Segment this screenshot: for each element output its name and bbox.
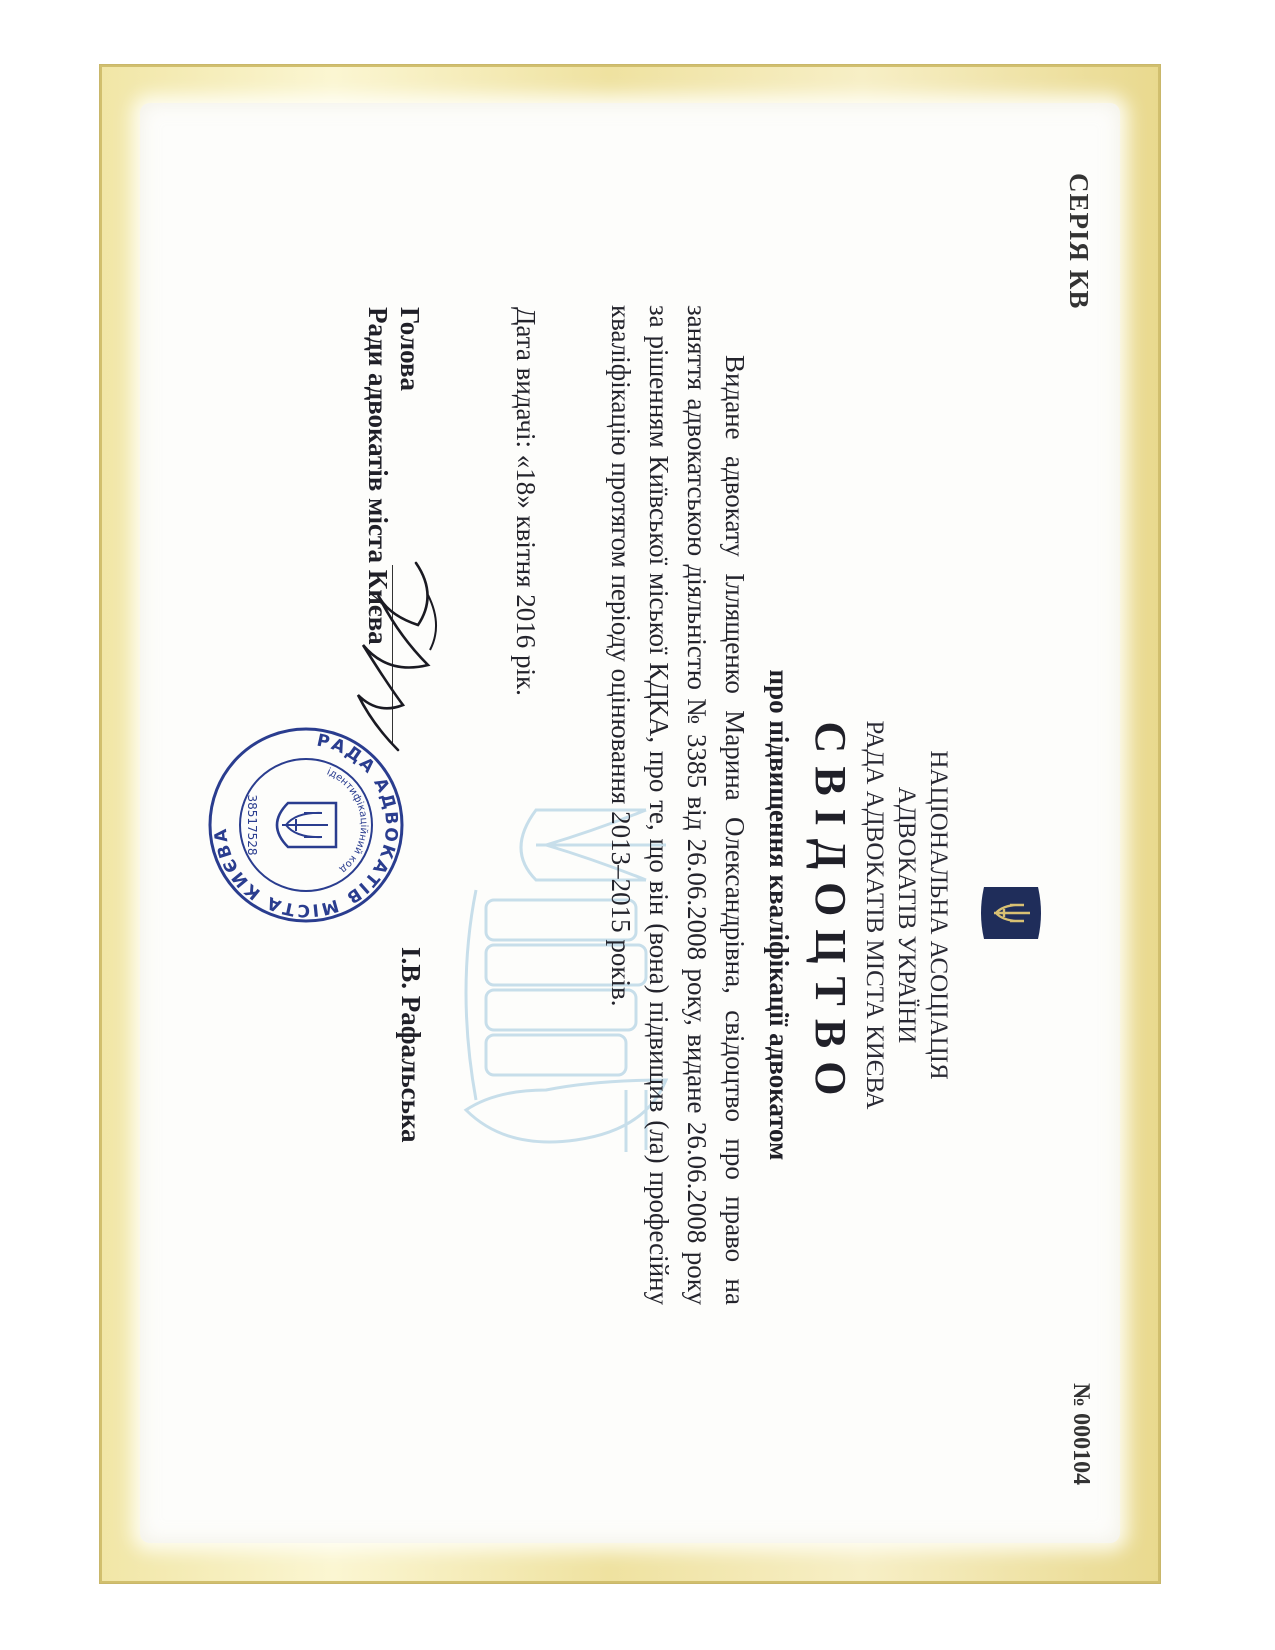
organization-heading [858, 635, 954, 1195]
trident-flag-icon [978, 883, 1044, 943]
signatory-title-line-1: Голова [395, 307, 425, 392]
trident-coat-of-arms-icon [277, 803, 336, 847]
document-title: СВІДОЦТВО [806, 721, 855, 1109]
signatory-title-line-2: Ради адвокатів міста Києва [363, 307, 393, 645]
certificate-body-text: Видане адвокату Іллященко Марина Олександрівна, свідоцтво про право на заняття адвокатською діяльністю № 3385 від 26.06.2008 року, видане 26.06.2008 року за рішенням Київської міської КДКА, про те, що він (вона) підвищив (ла) професійну кваліфікацію протягом періоду оцінювання 2013–2015 років. [606, 305, 750, 1305]
stamp-code: 38517528 [245, 794, 259, 856]
certificate-number: № 000104 [1068, 1383, 1094, 1486]
certificate-content [100, 135, 1106, 1535]
series-label: СЕРІЯ КВ [1064, 173, 1094, 310]
official-stamp [206, 725, 406, 925]
document-subtitle: про підвищення кваліфікації адвокатом [764, 669, 794, 1161]
org-line: РАДА АДВОКАТІВ МІСТА КИЄВА [861, 720, 888, 1110]
org-line: НАЦІОНАЛЬНА АСОЦІАЦІЯ [925, 750, 952, 1080]
issue-date: Дата видачі: «18» квітня 2016 рік. [511, 307, 541, 696]
signatory-name: І.В. Рафальська [396, 947, 426, 1143]
stamp-inner-text: ідентифікаційний код [325, 766, 370, 875]
org-line: АДВОКАТІВ УКРАЇНИ [893, 786, 920, 1044]
stamp-outer-text: РАДА АДВОКАТІВ МІСТА КИЄВА [210, 730, 402, 921]
